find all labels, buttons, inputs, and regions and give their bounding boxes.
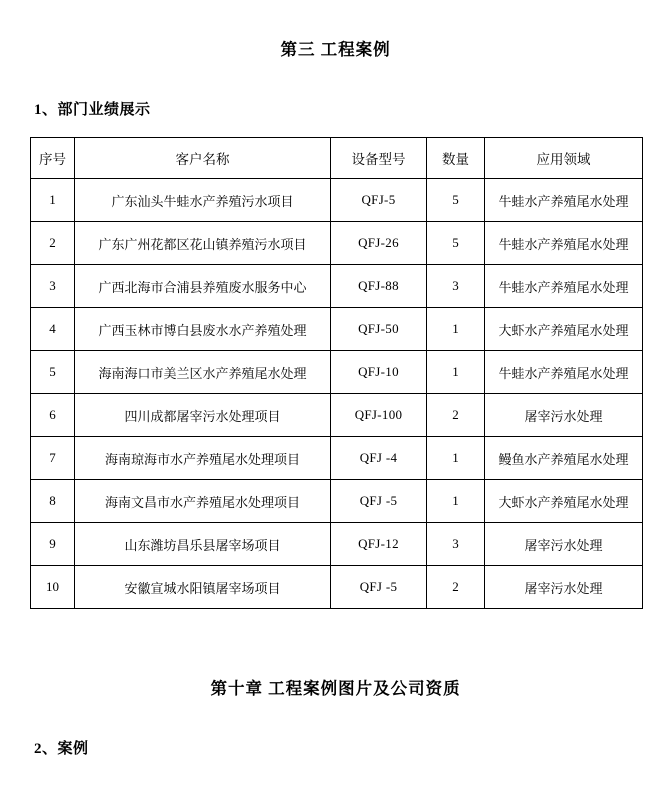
cell-name: 海南文昌市水产养殖尾水处理项目 [75, 480, 331, 523]
document-page [0, 36, 671, 793]
cell-model: QFJ-26 [331, 222, 427, 265]
cell-qty: 1 [427, 308, 485, 351]
cell-field: 屠宰污水处理 [485, 523, 643, 566]
cell-model: QFJ-12 [331, 523, 427, 566]
cell-no: 2 [31, 222, 75, 265]
cell-no: 8 [31, 480, 75, 523]
cell-name: 广东广州花都区花山镇养殖污水项目 [75, 222, 331, 265]
chapter-title: 第十章 工程案例图片及公司资质 [210, 679, 461, 698]
table-row [31, 394, 643, 437]
cell-name: 海南海口市美兰区水产养殖尾水处理 [75, 351, 331, 394]
section-heading-performance: 1、部门业绩展示 [34, 102, 151, 118]
cell-no: 3 [31, 265, 75, 308]
cell-qty: 2 [427, 394, 485, 437]
cell-field: 屠宰污水处理 [485, 566, 643, 609]
cell-model: QFJ-10 [331, 351, 427, 394]
cell-name: 广西玉林市博白县废水水产养殖处理 [75, 308, 331, 351]
cell-model: QFJ-88 [331, 265, 427, 308]
table-header-field: 应用领域 [485, 138, 643, 179]
cell-no: 10 [31, 566, 75, 609]
cell-qty: 2 [427, 566, 485, 609]
cell-qty: 3 [427, 265, 485, 308]
cell-field: 牛蛙水产养殖尾水处理 [485, 265, 643, 308]
cell-qty: 1 [427, 437, 485, 480]
cell-field: 牛蛙水产养殖尾水处理 [485, 222, 643, 265]
cell-model: QFJ -5 [331, 566, 427, 609]
table-row [31, 351, 643, 394]
table-row [31, 566, 643, 609]
cell-model: QFJ-5 [331, 179, 427, 222]
cell-name: 山东潍坊昌乐县屠宰场项目 [75, 523, 331, 566]
table-header-name: 客户名称 [75, 138, 331, 179]
cell-no: 1 [31, 179, 75, 222]
cell-field: 大虾水产养殖尾水处理 [485, 480, 643, 523]
table-row [31, 480, 643, 523]
table-header-qty: 数量 [427, 138, 485, 179]
cell-qty: 1 [427, 351, 485, 394]
table-row [31, 308, 643, 351]
cell-name: 广西北海市合浦县养殖废水服务中心 [75, 265, 331, 308]
table-header-model: 设备型号 [331, 138, 427, 179]
table-row [31, 179, 643, 222]
cell-field: 大虾水产养殖尾水处理 [485, 308, 643, 351]
cell-model: QFJ -4 [331, 437, 427, 480]
engineering-case-table [30, 137, 643, 609]
cell-name: 四川成都屠宰污水处理项目 [75, 394, 331, 437]
sub-heading-cases: 2、案例 [34, 741, 89, 757]
cell-no: 4 [31, 308, 75, 351]
cell-qty: 5 [427, 179, 485, 222]
table-row [31, 265, 643, 308]
cell-qty: 1 [427, 480, 485, 523]
cell-field: 屠宰污水处理 [485, 394, 643, 437]
cell-no: 5 [31, 351, 75, 394]
table-row [31, 523, 643, 566]
cell-field: 牛蛙水产养殖尾水处理 [485, 179, 643, 222]
cell-name: 安徽宣城水阳镇屠宰场项目 [75, 566, 331, 609]
page-title: 第三 工程案例 [280, 40, 391, 59]
cell-model: QFJ -5 [331, 480, 427, 523]
table-header-no: 序号 [31, 138, 75, 179]
cell-field: 牛蛙水产养殖尾水处理 [485, 351, 643, 394]
cell-no: 7 [31, 437, 75, 480]
cell-model: QFJ-50 [331, 308, 427, 351]
cell-name: 海南琼海市水产养殖尾水处理项目 [75, 437, 331, 480]
cell-model: QFJ-100 [331, 394, 427, 437]
table-row [31, 222, 643, 265]
table-header-row [31, 138, 643, 179]
cell-no: 9 [31, 523, 75, 566]
cell-qty: 3 [427, 523, 485, 566]
cell-qty: 5 [427, 222, 485, 265]
cell-no: 6 [31, 394, 75, 437]
cell-name: 广东汕头牛蛙水产养殖污水项目 [75, 179, 331, 222]
table-row [31, 437, 643, 480]
cell-field: 鳗鱼水产养殖尾水处理 [485, 437, 643, 480]
